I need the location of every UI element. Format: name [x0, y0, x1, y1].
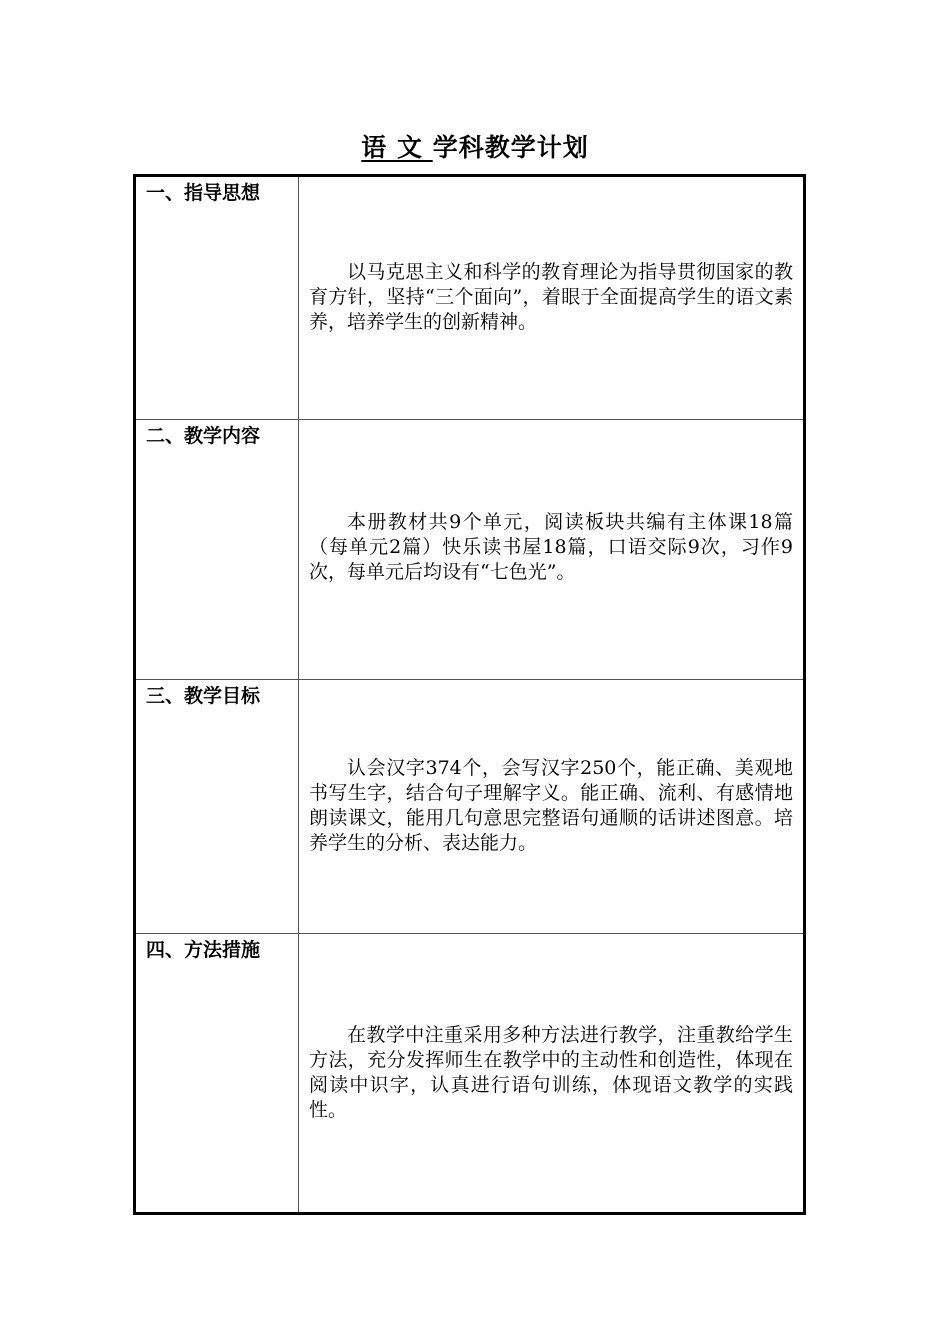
table-row — [135, 420, 805, 680]
section-label-guiding-ideology: 一、指导思想 — [135, 176, 299, 420]
section-text: 认会汉字374个，会写汉字250个，能正确、美观地书写生字，结合句子理解字义。能正确、流利、有感情地朗读课文，能用几句意思完整语句通顺的话讲述图意。培养学生的分析、表达能力。 — [309, 757, 793, 854]
section-content-teaching-goals — [299, 680, 805, 934]
section-text: 本册教材共9个单元，阅读板块共编有主体课18篇（每单元2篇）快乐读书屋18篇，口语交际9次，习作9次，每单元后均设有“七色光”。 — [309, 511, 793, 583]
section-text: 以马克思主义和科学的教育理论为指导贯彻国家的教育方针，坚持“三个面向”，着眼于全面提高学生的语文素养，培养学生的创新精神。 — [309, 261, 793, 333]
table-row — [135, 934, 805, 1214]
section-content-methods — [299, 934, 805, 1214]
section-label-teaching-goals: 三、教学目标 — [135, 680, 299, 934]
section-label-methods: 四、方法措施 — [135, 934, 299, 1214]
plan-table — [133, 174, 806, 1215]
section-text: 在教学中注重采用多种方法进行教学，注重教给学生方法，充分发挥师生在教学中的主动性和创造性，体现在阅读中识字，认真进行语句训练，体现语文教学的实践性。 — [309, 1024, 793, 1121]
title-subject: 语 文 — [361, 133, 433, 162]
section-content-teaching-content — [299, 420, 805, 680]
document-title — [0, 128, 950, 168]
table-row — [135, 680, 805, 934]
table-row — [135, 176, 805, 420]
section-content-guiding-ideology — [299, 176, 805, 420]
title-rest: 学科教学计划 — [432, 133, 589, 162]
section-label-teaching-content: 二、教学内容 — [135, 420, 299, 680]
